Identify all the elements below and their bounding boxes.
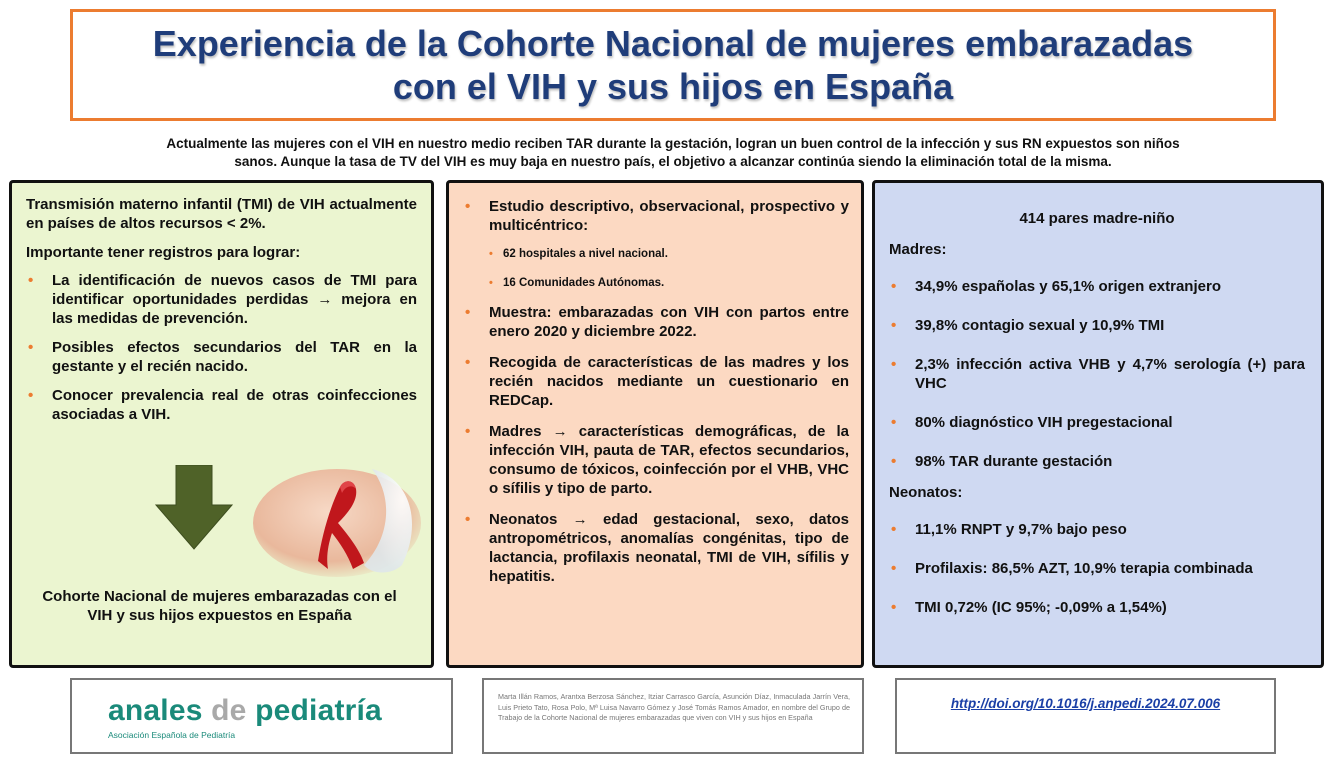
left-bullet-list bbox=[26, 271, 417, 424]
neonates-label: Neonatos: bbox=[889, 484, 963, 501]
middle-sub-list bbox=[463, 247, 849, 291]
title-box bbox=[70, 9, 1276, 121]
doi-link[interactable]: http://doi.org/10.1016/j.anpedi.2024.07.006 bbox=[950, 696, 1221, 711]
intro-line-1: Actualmente las mujeres con el VIH en nuestro medio reciben TAR durante la gestación, logran un buen control de la infección y sus RN expuestos son niños bbox=[166, 136, 1180, 151]
journal-logo bbox=[108, 694, 382, 728]
mothers-list bbox=[889, 277, 1305, 471]
neonates-list bbox=[889, 520, 1305, 617]
title-line-1: Experiencia de la Cohorte Nacional de mujeres embarazadas bbox=[152, 23, 1194, 64]
middle-bullet-list bbox=[463, 197, 849, 235]
intro-line-2: sanos. Aunque la tasa de TV del VIH es muy baja en nuestro país, el objetivo a alcanzar continúa siendo la eliminación total de la misma. bbox=[234, 154, 1112, 169]
left-bullet: • La identificación de nuevos casos de TMI para identificar oportunidades perdidas → mejora en las medidas de prevención. bbox=[26, 271, 417, 328]
left-panel bbox=[9, 180, 434, 668]
intro-text bbox=[70, 135, 1276, 171]
middle-bullet: • Recogida de características de las madres y los recién nacidos mediante un cuestionario en REDCap. bbox=[463, 353, 849, 410]
neonates-item: • Profilaxis: 86,5% AZT, 10,9% terapia combinada bbox=[889, 559, 1305, 578]
middle-bullet: • Estudio descriptivo, observacional, prospectivo y multicéntrico: bbox=[463, 197, 849, 235]
left-bullet: • Posibles efectos secundarios del TAR en la gestante y el recién nacido. bbox=[26, 338, 417, 376]
down-arrow-icon bbox=[154, 465, 234, 551]
left-conclusion: Cohorte Nacional de mujeres embarazadas con el VIH y sus hijos expuestos en España bbox=[42, 588, 397, 624]
left-bullet: • Conocer prevalencia real de otras coinfecciones asociadas a VIH. bbox=[26, 386, 417, 424]
logo-subtitle: Asociación Española de Pediatría bbox=[108, 730, 236, 740]
middle-sub-bullet: • 62 hospitales a nivel nacional. bbox=[463, 247, 849, 262]
logo-word-pediatria: pediatría bbox=[246, 694, 382, 727]
authors-box bbox=[482, 678, 864, 754]
neonates-item: • 11,1% RNPT y 9,7% bajo peso bbox=[889, 520, 1305, 539]
mothers-label: Madres: bbox=[889, 241, 947, 258]
middle-bullet-list-2 bbox=[463, 303, 849, 586]
logo-word-de: de bbox=[211, 694, 247, 727]
mothers-item: • 39,8% contagio sexual y 10,9% TMI bbox=[889, 316, 1305, 335]
right-panel bbox=[872, 180, 1324, 668]
middle-sub-bullet: • 16 Comunidades Autónomas. bbox=[463, 276, 849, 291]
middle-panel bbox=[446, 180, 864, 668]
doi-box bbox=[895, 678, 1276, 754]
middle-bullet: • Madres → características demográficas, de la infección VIH, pauta de TAR, efectos secundarios, consumo de tóxicos, coinfección por el VHB, VHC o sífilis y tipo de parto. bbox=[463, 422, 849, 498]
middle-bullet: • Neonatos → edad gestacional, sexo, datos antropométricos, anomalías congénitas, tipo de lactancia, profilaxis neonatal, TMI de VIH, sífilis y hepatitis. bbox=[463, 510, 849, 586]
title-line-2: con el VIH y sus hijos en España bbox=[392, 66, 954, 107]
mothers-item: • 34,9% españolas y 65,1% origen extranjero bbox=[889, 277, 1305, 296]
authors-text: Marta Illán Ramos, Arantxa Berzosa Sánchez, Itziar Carrasco García, Asunción Díaz, Inmaculada Jarrín Vera, Luis Prieto Tato, Rosa Polo, Mª Luisa Navarro Gómez y José Tomás Ramos Amador, en nombre del Grupo de Trabajo de la Cohorte Nacional de mujeres embarazadas que viven con VIH y sus hijos en España bbox=[498, 692, 850, 722]
mothers-item: • 2,3% infección activa VHB y 4,7% serología (+) para VHC bbox=[889, 355, 1305, 393]
neonates-item: • TMI 0,72% (IC 95%; -0,09% a 1,54%) bbox=[889, 598, 1305, 617]
left-heading: Transmisión materno infantil (TMI) de VIH actualmente en países de altos recursos < 2%. bbox=[26, 196, 417, 232]
journal-logo-box bbox=[70, 678, 453, 754]
pregnant-belly-ribbon-image bbox=[252, 465, 422, 577]
left-subheading: Importante tener registros para lograr: bbox=[26, 244, 301, 261]
logo-word-anales: anales bbox=[108, 694, 212, 727]
right-heading: 414 pares madre-niño bbox=[1019, 210, 1175, 227]
mothers-item: • 98% TAR durante gestación bbox=[889, 452, 1305, 471]
middle-bullet: • Muestra: embarazadas con VIH con partos entre enero 2020 y diciembre 2022. bbox=[463, 303, 849, 341]
mothers-item: • 80% diagnóstico VIH pregestacional bbox=[889, 413, 1305, 432]
